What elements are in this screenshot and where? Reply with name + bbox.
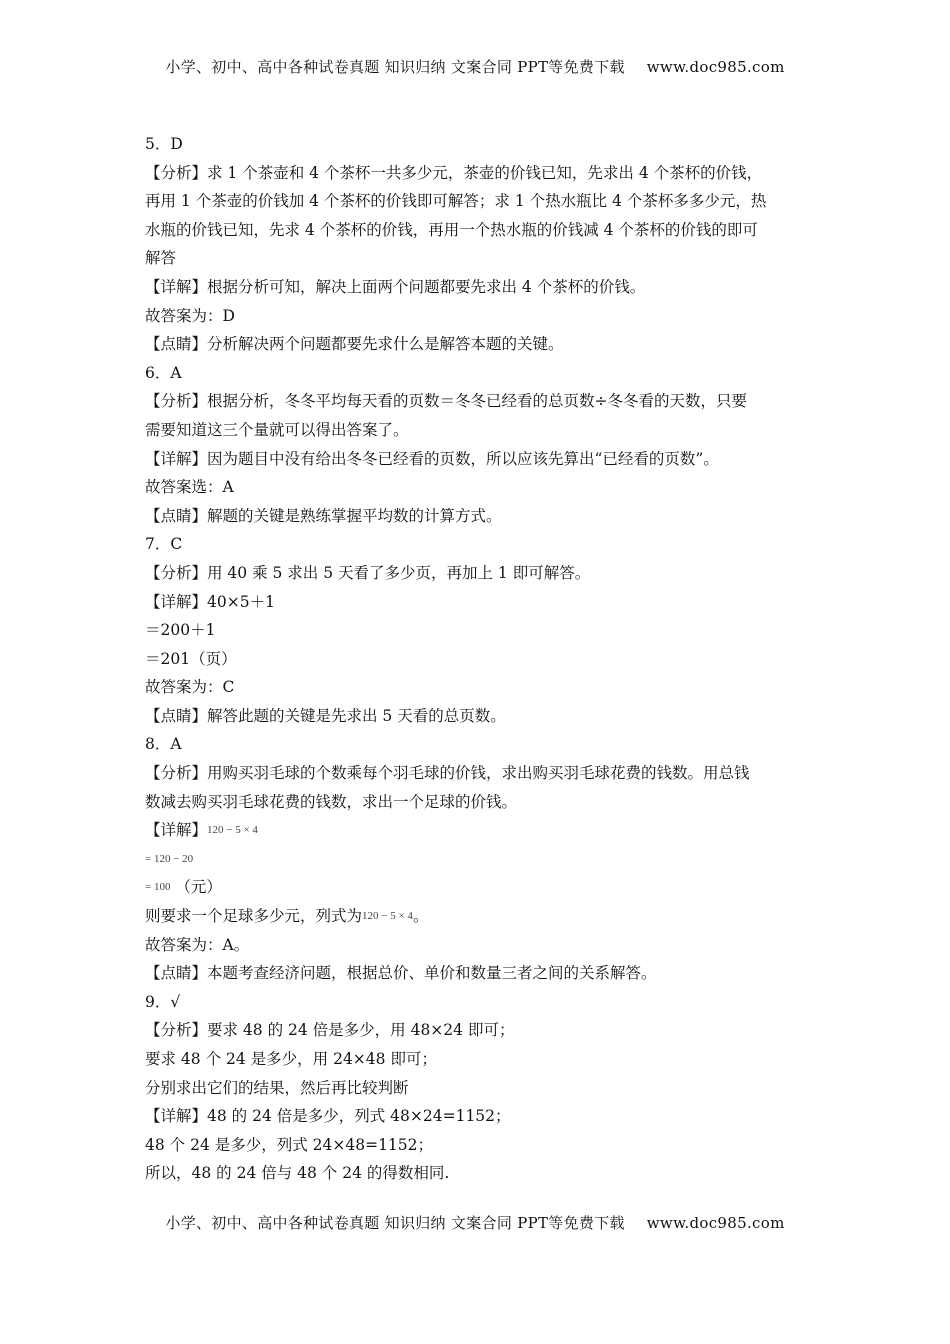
page-footer [0,1212,950,1233]
text-line: 故答案选：A [145,478,234,497]
footer-text: 小学、初中、高中各种试卷真题 知识归纳 文案合同 PPT等免费下载 [165,1214,625,1232]
page-header [0,56,950,77]
text-line: 数减去购买羽毛球花费的钱数，求出一个足球的价钱。 [145,792,518,811]
text-line: 【分析】用购买羽毛球的个数乘每个羽毛球的价钱，求出购买羽毛球花费的钱数。用总钱 [145,764,750,783]
text-line: 故答案为：A。 [145,935,250,954]
text-line: 【分析】要求 48 的 24 倍是多少，用 48×24 即可； [145,1021,515,1040]
text-line: 【分析】用 40 乘 5 求出 5 天看了多少页，再加上 1 即可解答。 [145,563,591,582]
text-line: 所以，48 的 24 倍与 48 个 24 的得数相同. [145,1164,450,1183]
text-line: 48 个 24 是多少，列式 24×48=1152； [145,1135,434,1154]
answer-9-title: 9．√ [145,992,181,1011]
text-line: 再用 1 个茶壶的价钱加 4 个茶杯的价钱即可解答；求 1 个热水瓶比 4 个茶杯多多少元，热 [145,192,767,211]
text-line: 【详解】40×5＋1 [145,592,275,611]
q8-detail-line-2 [145,845,810,874]
q8-detail-line-1 [145,816,810,845]
answer-6-title: 6．A [145,363,182,382]
text-line: ＝201（页） [145,649,237,668]
math-expression: 120 − 5 × 4 [362,910,413,923]
header-url[interactable]: www.doc985.com [646,58,785,76]
header-text: 小学、初中、高中各种试卷真题 知识归纳 文案合同 PPT等免费下载 [165,58,625,76]
text-line: 【点睛】解题的关键是熟练掌握平均数的计算方式。 [145,506,502,525]
document-body [145,130,810,1188]
text-line: 故答案为：C [145,678,235,697]
text-line: ＝200＋1 [145,621,216,640]
text-line: 【详解】48 的 24 倍是多少，列式 48×24=1152； [145,1107,511,1126]
text-line: 分别求出它们的结果，然后再比较判断 [145,1078,409,1097]
answer-7-title: 7．C [145,535,183,554]
detail-label: 【详解】 [145,821,208,840]
math-expression: = 100 [145,881,171,894]
text-line: 需要知道这三个量就可以得出答案了。 [145,420,409,439]
text-line: 【点睛】本题考查经济问题，根据总价、单价和数量三者之间的关系解答。 [145,964,657,983]
answer-8-title: 8．A [145,735,182,754]
statement-text: 则要求一个足球多少元，列式为 [145,907,363,926]
unit-label: （元） [175,878,222,897]
answer-5-title: 5．D [145,135,183,153]
text-line: 故答案为：D [145,306,235,325]
q8-statement-line [145,902,810,931]
text-line: 要求 48 个 24 是多少，用 24×48 即可； [145,1050,437,1068]
text-line: 解答 [145,249,177,268]
math-expression: 120 − 5 × 4 [207,824,258,837]
math-expression: = 120 − 20 [145,852,194,865]
footer-url[interactable]: www.doc985.com [646,1214,785,1232]
text-line: 【分析】求 1 个茶壶和 4 个茶杯一共多少元，茶壶的价钱已知，先求出 4 个茶杯的价钱， [145,163,763,182]
text-line: 【点睛】分析解决两个问题都要先求什么是解答本题的关键。 [145,335,564,354]
statement-suffix: 。 [412,907,429,926]
text-line: 【分析】根据分析，冬冬平均每天看的页数＝冬冬已经看的总页数÷冬冬看的天数，只要 [145,392,747,411]
text-line: 【点睛】解答此题的关键是先求出 5 天看的总页数。 [145,706,506,725]
text-line: 【详解】根据分析可知，解决上面两个问题都要先求出 4 个茶杯的价钱。 [145,277,646,296]
text-line: 【详解】因为题目中没有给出冬冬已经看的页数，所以应该先算出“已经看的页数”。 [145,449,719,468]
text-line: 水瓶的价钱已知，先求 4 个茶杯的价钱，再用一个热水瓶的价钱减 4 个茶杯的价钱的即可 [145,220,758,239]
q8-detail-line-3 [145,873,810,902]
